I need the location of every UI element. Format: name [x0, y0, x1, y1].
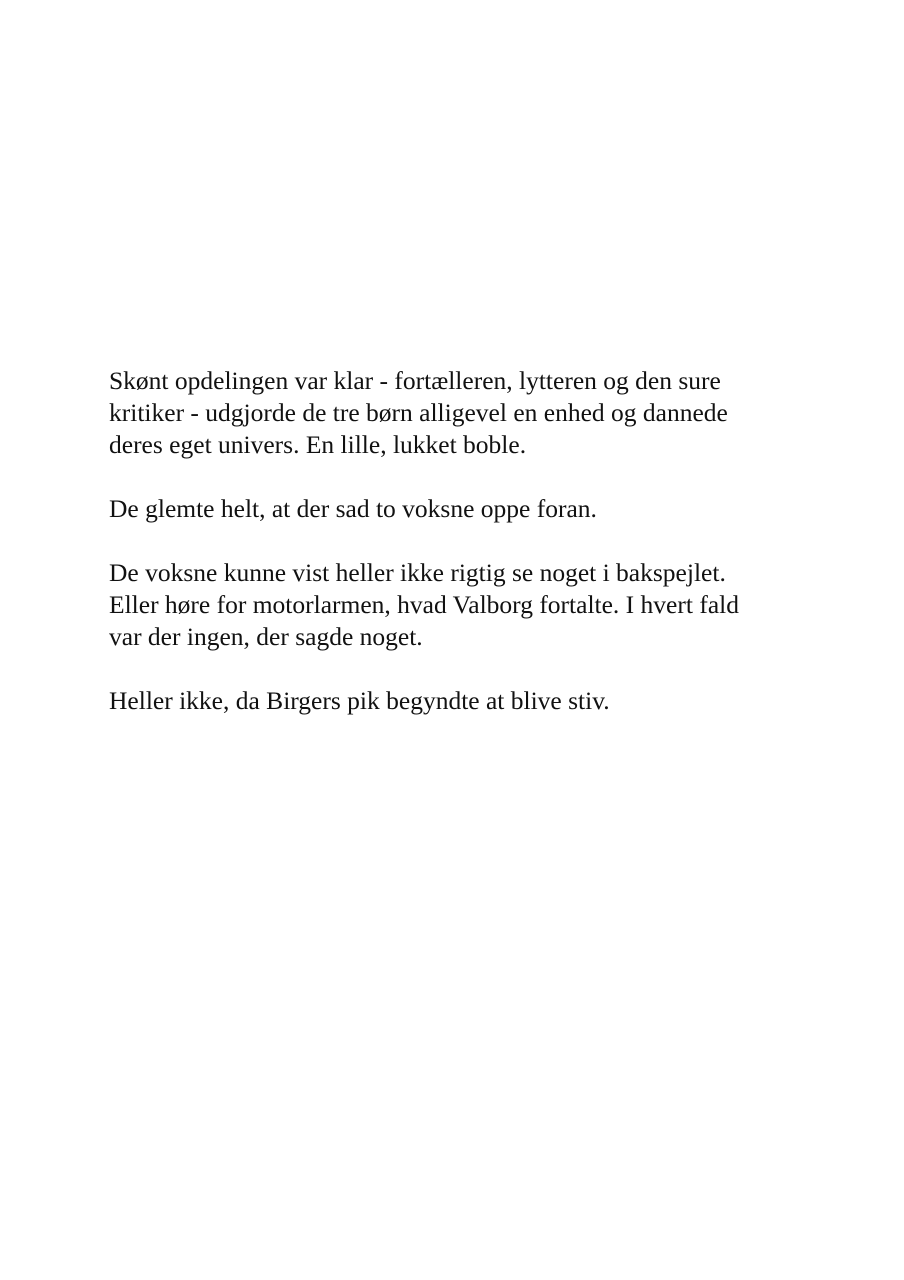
text-line: De voksne kunne vist heller ikke rigtig se noget i bakspejlet. — [109, 558, 726, 587]
body-text — [109, 365, 829, 749]
text-line: Skønt opdelingen var klar - fortælleren, lytteren og den sure — [109, 366, 721, 395]
paragraph-3 — [109, 557, 829, 653]
text-line: De glemte helt, at der sad to voksne oppe foran. — [109, 494, 597, 523]
text-line: deres eget univers. En lille, lukket boble. — [109, 430, 527, 459]
paragraph-1 — [109, 365, 829, 461]
paragraph-4 — [109, 685, 829, 717]
text-line: var der ingen, der sagde noget. — [109, 622, 423, 651]
text-line: Eller høre for motorlarmen, hvad Valborg fortalte. I hvert fald — [109, 590, 739, 619]
text-line: kritiker - udgjorde de tre børn alligevel en enhed og dannede — [109, 398, 728, 427]
paragraph-2 — [109, 493, 829, 525]
text-line: Heller ikke, da Birgers pik begyndte at blive stiv. — [109, 686, 610, 715]
